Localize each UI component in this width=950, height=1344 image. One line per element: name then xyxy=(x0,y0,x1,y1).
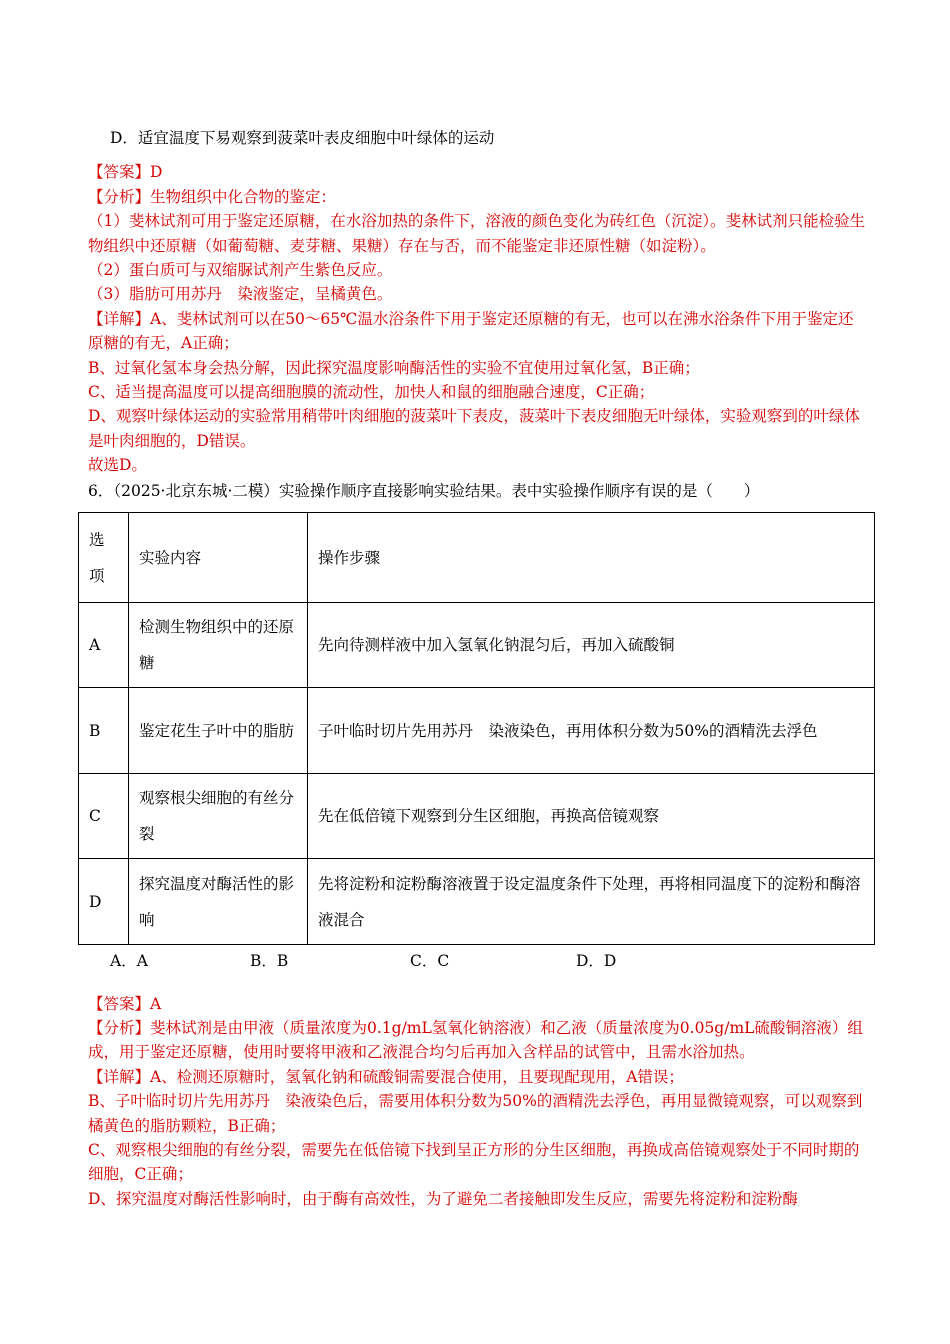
q5-analysis-2: （2）蛋白质可与双缩脲试剂产生紫色反应。 xyxy=(88,261,393,280)
row-content: 鉴定花生子叶中的脂肪 xyxy=(129,688,308,774)
q6-detail-3: D、探究温度对酶活性影响时，由于酶有高效性，为了避免二者接触即发生反应，需要先将淀粉和淀粉酶 xyxy=(88,1189,798,1208)
header-option: 选项 xyxy=(79,513,129,603)
row-option: C xyxy=(79,774,129,859)
q6-answer: 【答案】A xyxy=(88,994,162,1013)
row-steps: 先在低倍镜下观察到分生区细胞，再换高倍镜观察 xyxy=(308,774,875,859)
table-row xyxy=(79,603,875,688)
document-page xyxy=(88,126,868,1211)
choice-c: C．C xyxy=(410,952,450,971)
row-option: D xyxy=(79,859,129,945)
q5-option-d: D．适宜温度下易观察到菠菜叶表皮细胞中叶绿体的运动 xyxy=(110,129,495,147)
row-content: 观察根尖细胞的有丝分裂 xyxy=(129,774,308,859)
q5-detail-0: 【详解】A、斐林试剂可以在50～65℃温水浴条件下用于鉴定还原糖的有无，也可以在沸水浴条件下用于鉴定还原糖的有无，A正确； xyxy=(88,309,854,353)
q6-stem: 6．（2025·北京东城·二模）实验操作顺序直接影响实验结果。表中实验操作顺序有误的是（ ） xyxy=(88,481,760,500)
choice-d: D．D xyxy=(576,952,617,971)
q6-detail-2: C、观察根尖细胞的有丝分裂，需要先在低倍镜下找到呈正方形的分生区细胞，再换成高倍镜观察处于不同时期的细胞，C正确； xyxy=(88,1140,860,1184)
table-header-row xyxy=(79,513,875,603)
q5-analysis-3: （3）脂肪可用苏丹 染液鉴定，呈橘黄色。 xyxy=(88,285,393,304)
row-steps: 先向待测样液中加入氢氧化钠混匀后，再加入硫酸铜 xyxy=(308,603,875,688)
q5-analysis-1: （1）斐林试剂可用于鉴定还原糖，在水浴加热的条件下，溶液的颜色变化为砖红色（沉淀）。斐林试剂只能检验生物组织中还原糖（如葡萄糖、麦芽糖、果糖）存在与否，而不能鉴定非还原性糖（如淀粉）。 xyxy=(88,212,866,255)
q6-choices xyxy=(88,949,868,973)
header-content: 实验内容 xyxy=(129,513,308,603)
table-row xyxy=(79,859,875,945)
q6-table xyxy=(78,512,875,945)
q6-analysis: 【分析】斐林试剂是由甲液（质量浓度为0.1g/mL氢氧化钠溶液）和乙液（质量浓度为0.05g/mL硫酸铜溶液）组成，用于鉴定还原糖，使用时要将甲液和乙液混合均匀后再加入含样品的试管中，且需水浴加热。 xyxy=(88,1018,863,1062)
q5-detail-2: C、适当提高温度可以提高细胞膜的流动性，加快人和鼠的细胞融合速度，C正确； xyxy=(88,383,655,402)
row-steps: 子叶临时切片先用苏丹 染液染色，再用体积分数为50%的酒精洗去浮色 xyxy=(308,688,875,774)
row-steps: 先将淀粉和淀粉酶溶液置于设定温度条件下处理，再将相同温度下的淀粉和酶溶液混合 xyxy=(308,859,875,945)
header-steps: 操作步骤 xyxy=(308,513,875,603)
table-row xyxy=(79,688,875,774)
q6-detail-1: B、子叶临时切片先用苏丹 染液染色后，需要用体积分数为50%的酒精洗去浮色，再用显微镜观察，可以观察到橘黄色的脂肪颗粒，B正确； xyxy=(88,1092,863,1135)
q5-detail-3: D、观察叶绿体运动的实验常用稍带叶肉细胞的菠菜叶下表皮，菠菜叶下表皮细胞无叶绿体，实验观察到的叶绿体是叶肉细胞的，D错误。 xyxy=(88,407,860,450)
row-content: 检测生物组织中的还原糖 xyxy=(129,603,308,688)
choice-a: A．A xyxy=(110,952,148,971)
q5-conclusion: 故选D。 xyxy=(88,456,147,475)
table-row xyxy=(79,774,875,859)
q5-detail-1: B、过氧化氢本身会热分解，因此探究温度影响酶活性的实验不宜使用过氧化氢，B正确； xyxy=(88,358,700,377)
row-content: 探究温度对酶活性的影响 xyxy=(129,859,308,945)
q5-analysis-0: 【分析】生物组织中化合物的鉴定： xyxy=(88,187,337,206)
q6-detail-0: 【详解】A、检测还原糖时，氢氧化钠和硫酸铜需要混合使用，且要现配现用，A错误； xyxy=(88,1067,684,1086)
q5-answer: 【答案】D xyxy=(88,163,163,182)
row-option: B xyxy=(79,688,129,774)
choice-b: B．B xyxy=(250,952,289,971)
row-option: A xyxy=(79,603,129,688)
